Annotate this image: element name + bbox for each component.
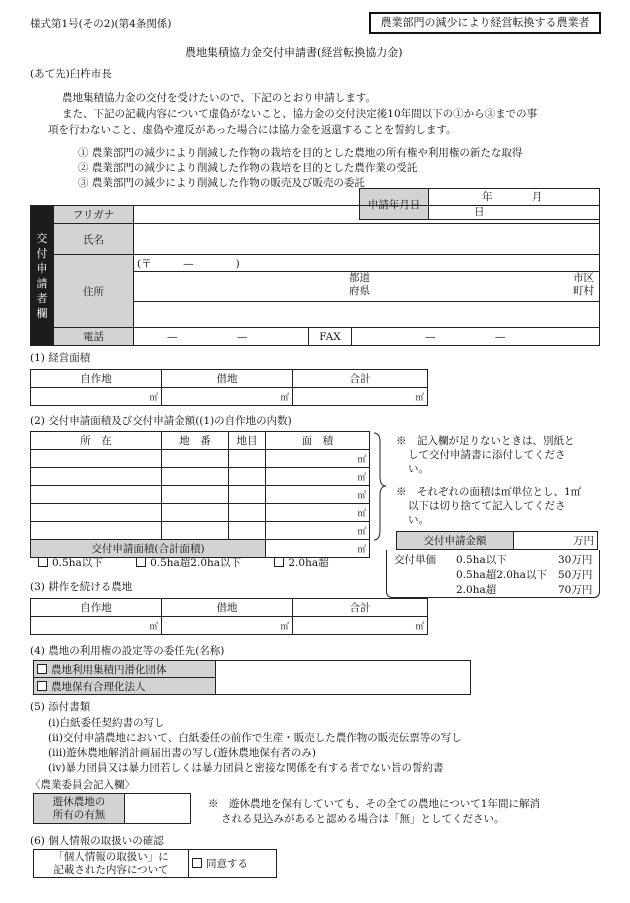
attachment-1: (i)白紙委任契約書の写し bbox=[48, 717, 165, 729]
pledge-item-2: ② 農業部門の減少により削減した作物の栽培を目的とした農作業の受託 bbox=[78, 162, 418, 174]
col-lot-number: 地 番 bbox=[162, 432, 229, 450]
address-label: 住所 bbox=[54, 255, 134, 328]
delegate-name-field[interactable] bbox=[216, 661, 471, 695]
rate-amt-3: 70万円 bbox=[558, 584, 593, 596]
phone-dash-1: — bbox=[167, 330, 178, 343]
fax-label: FAX bbox=[309, 328, 352, 346]
total-field[interactable]: ㎡ bbox=[293, 388, 428, 406]
fax-dash-2: — bbox=[494, 330, 506, 343]
committee-note-1: ※ 遊休農地を保有していても、その全ての農地について1年間に解消 bbox=[208, 798, 540, 810]
date-label: 申請年月日 bbox=[360, 189, 429, 220]
unit-price-label: 交付単価 bbox=[394, 554, 436, 566]
category-box: 農業部門の減少により経営転換する農業者 bbox=[369, 12, 601, 34]
leased-land-field[interactable]: ㎡ bbox=[162, 617, 293, 635]
fax-field[interactable] bbox=[352, 328, 600, 346]
table-row[interactable] bbox=[31, 522, 162, 540]
note-continuation: ※ 記入欄が足りないときは、別紙と して交付申請書に添付してくださ い。 bbox=[396, 435, 575, 475]
application-amount-table bbox=[396, 531, 598, 550]
pledge-item-3: ③ 農業部門の減少により削減した作物の販売及び販売の委託 bbox=[78, 177, 365, 189]
col-location: 所 在 bbox=[31, 432, 162, 450]
table-row[interactable] bbox=[31, 504, 162, 522]
fax-dash-1: — bbox=[425, 330, 436, 343]
attachment-3: (iii)遊休農地解消計画届出書の写し(遊休農地保有者のみ) bbox=[48, 747, 316, 759]
table-row[interactable] bbox=[31, 450, 162, 468]
rate-cond-3: 2.0ha超 bbox=[456, 584, 497, 596]
postal-code: (〒 — ) bbox=[137, 257, 240, 270]
furigana-field[interactable] bbox=[134, 206, 600, 224]
attachment-2: (ii)交付申請農地において、白紙委任の前作で生産・販売した農作物の販売伝票等の写し bbox=[48, 732, 462, 744]
privacy-label: 「個人情報の取扱い」に 記載された内容について bbox=[34, 850, 189, 878]
intro-line-2: また、下記の記載内容について虚偽がないこと、協力金の交付決定後10年間以下の①から③までの事 bbox=[62, 108, 538, 120]
committee-title: 〈農業委員会記入欄〉 bbox=[30, 779, 135, 791]
agree-checkbox[interactable]: 同意する bbox=[189, 850, 277, 878]
day-label: 日 bbox=[474, 206, 485, 218]
delegate-table bbox=[33, 660, 471, 695]
page-title: 農地集積協力金交付申請書(経営転換協力金) bbox=[185, 46, 403, 59]
check-over-20[interactable]: 2.0ha超 bbox=[274, 557, 328, 569]
section-6-title: (6) 個人情報の取扱いの確認 bbox=[30, 835, 164, 847]
pledge-item-1: ① 農業部門の減少により削減した作物の栽培を目的とした農地の所有権や利用権の新たな取得 bbox=[78, 147, 523, 159]
table-row[interactable] bbox=[31, 468, 162, 486]
col-land-type: 地目 bbox=[229, 432, 266, 450]
col-total: 合計 bbox=[293, 599, 428, 617]
col-area: 面 積 bbox=[266, 432, 370, 450]
phone-dash-2: — bbox=[236, 330, 248, 343]
idle-land-field[interactable] bbox=[125, 794, 191, 824]
address-prefecture-row[interactable] bbox=[134, 272, 600, 302]
intro-line-1: 農地集積協力金の交付を受けたいので、下記のとおり申請します。 bbox=[62, 92, 376, 104]
privacy-table bbox=[33, 849, 277, 878]
addressee: (あて先)臼杵市長 bbox=[30, 68, 112, 80]
rate-amt-1: 30万円 bbox=[558, 554, 593, 566]
city-label: 市区 町村 bbox=[573, 272, 594, 298]
col-total: 合計 bbox=[293, 370, 428, 388]
section-1-title: (1) 経営面積 bbox=[30, 352, 91, 364]
phone-label: 電話 bbox=[54, 328, 134, 346]
checkbox-icon bbox=[274, 557, 284, 567]
check-05-to-20[interactable]: 0.5ha超2.0ha以下 bbox=[136, 557, 241, 569]
brace-icon bbox=[372, 432, 388, 542]
phone-field[interactable] bbox=[134, 328, 309, 346]
section-4-title: (4) 農地の利用権の設定等の委任先(名称) bbox=[30, 645, 225, 657]
committee-table bbox=[33, 793, 191, 824]
check-under-05[interactable]: 0.5ha以下 bbox=[38, 557, 103, 569]
attachment-4: (iv)暴力団員又は暴力団若しくは暴力団員と密接な関係を有する者でない旨の誓約書 bbox=[48, 762, 444, 774]
col-leased-land: 借地 bbox=[162, 370, 293, 388]
total-field[interactable]: ㎡ bbox=[293, 617, 428, 635]
management-area-table bbox=[30, 369, 428, 406]
name-field[interactable] bbox=[134, 224, 600, 255]
intro-line-3: 項を行わないこと、虚偽や違反があった場合には協力金を返還することを誓約します。 bbox=[48, 124, 457, 136]
leased-land-field[interactable]: ㎡ bbox=[162, 388, 293, 406]
section-5-title: (5) 添付書類 bbox=[30, 701, 91, 713]
form-number: 様式第1号(その2)(第4条関係) bbox=[30, 18, 172, 30]
table-row[interactable] bbox=[31, 486, 162, 504]
section-2-title: (2) 交付申請面積及び交付申請金額((1)の自作地の内数) bbox=[30, 415, 292, 427]
area-range-checks bbox=[30, 555, 370, 572]
section-3-title: (3) 耕作を続ける農地 bbox=[30, 581, 133, 593]
option-rationalization-corp[interactable]: 農地保有合理化法人 bbox=[34, 678, 216, 695]
continued-farmland-table bbox=[30, 598, 428, 635]
committee-note-2: される見込みがあると認める場合は「無」としてください。 bbox=[221, 813, 505, 825]
applicant-table bbox=[30, 205, 600, 346]
amount-label: 交付申請金額 bbox=[397, 532, 514, 550]
rate-cond-1: 0.5ha以下 bbox=[456, 554, 507, 566]
name-label: 氏名 bbox=[54, 224, 134, 255]
col-owned-land: 自作地 bbox=[31, 599, 162, 617]
checkbox-icon bbox=[37, 681, 47, 691]
total-area-label: 交付申請面積(合計面積) bbox=[31, 540, 266, 558]
note-area-units: ※ それぞれの面積は㎡単位とし、1㎡ 以下は切り捨てて記入してくださ い。 bbox=[396, 486, 582, 526]
checkbox-icon bbox=[136, 557, 146, 567]
address-detail-field[interactable] bbox=[134, 302, 600, 328]
prefecture-label: 都道 府県 bbox=[349, 272, 370, 298]
year-label: 年 bbox=[482, 191, 493, 203]
checkbox-icon bbox=[37, 664, 47, 674]
application-area-table: 所 在 地 番 地目 面 積 ㎡ ㎡ ㎡ ㎡ ㎡ 交付申請面積(合計面積) ㎡ bbox=[30, 431, 370, 558]
applicant-side-label: 交付申請者欄 bbox=[31, 206, 54, 346]
rate-amt-2: 50万円 bbox=[558, 569, 593, 581]
furigana-label: フリガナ bbox=[54, 206, 134, 224]
checkbox-icon bbox=[38, 557, 48, 567]
postal-field[interactable] bbox=[134, 255, 600, 272]
option-consolidation-body[interactable]: 農地利用集積円滑化団体 bbox=[34, 661, 216, 678]
month-label: 月 bbox=[531, 191, 543, 203]
checkbox-icon bbox=[192, 858, 202, 868]
col-leased-land: 借地 bbox=[162, 599, 293, 617]
owned-land-field[interactable]: ㎡ bbox=[31, 617, 162, 635]
col-owned-land: 自作地 bbox=[31, 370, 162, 388]
idle-land-label: 遊休農地の 所有の有無 bbox=[34, 794, 125, 824]
total-area-field[interactable]: ㎡ bbox=[266, 540, 370, 558]
amount-field[interactable]: 万円 bbox=[514, 532, 598, 550]
rate-cond-2: 0.5ha超2.0ha以下 bbox=[456, 569, 547, 581]
owned-land-field[interactable]: ㎡ bbox=[31, 388, 162, 406]
